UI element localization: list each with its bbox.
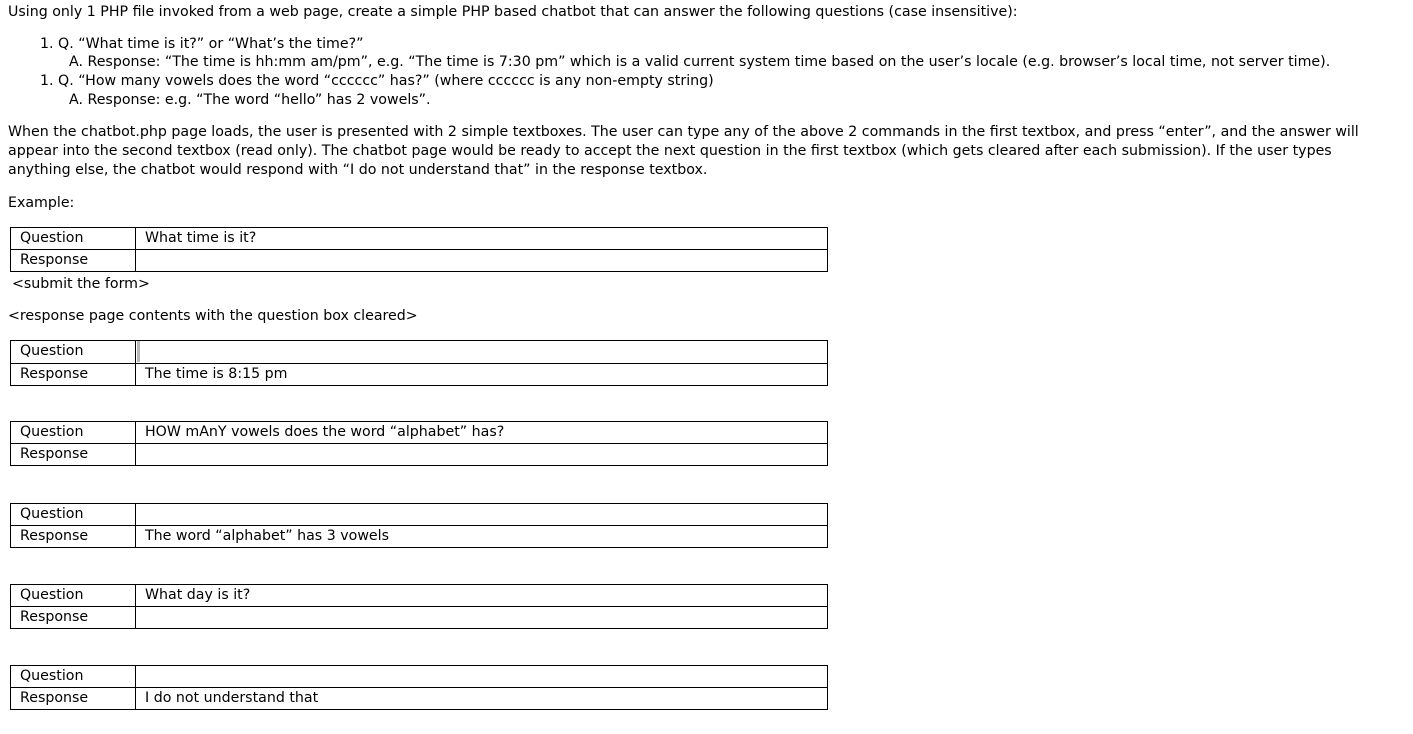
response-label: Response [11, 444, 136, 466]
example-table-2 [10, 340, 828, 386]
submit-note: <submit the form> [12, 276, 150, 292]
example-table-1 [10, 227, 828, 272]
question-label: Question [11, 585, 136, 607]
example-label: Example: [8, 195, 75, 211]
response-field: I do not understand that [136, 688, 828, 710]
response-note: <response page contents with the question box cleared> [8, 308, 418, 324]
question-label: Question [11, 341, 136, 364]
description-line-3: anything else, the chatbot would respond with “I do not understand that” in the response textbox. [8, 162, 708, 178]
example-table-3 [10, 421, 828, 466]
question-field[interactable] [136, 341, 828, 364]
question-label: Question [11, 504, 136, 526]
response-label: Response [11, 250, 136, 272]
description-line-2: appear into the second textbox (read only). The chatbot page would be ready to accept the next question in the first textbox (which gets cleared after each submission). If the user types [8, 143, 1332, 159]
list-item-1-question: 1. Q. “What time is it?” or “What’s the time?” [40, 36, 364, 52]
intro-text: Using only 1 PHP file invoked from a web page, create a simple PHP based chatbot that can answer the following questions (case insensitive): [8, 4, 1018, 20]
response-field [136, 250, 828, 272]
question-label: Question [11, 228, 136, 250]
response-label: Response [11, 526, 136, 548]
response-field: The word “alphabet” has 3 vowels [136, 526, 828, 548]
question-field[interactable]: What day is it? [136, 585, 828, 607]
question-field[interactable] [136, 504, 828, 526]
question-label: Question [11, 422, 136, 444]
example-table-5 [10, 584, 828, 629]
response-field: The time is 8:15 pm [136, 363, 828, 385]
question-label: Question [11, 666, 136, 688]
question-field[interactable]: What time is it? [136, 228, 828, 250]
response-field [136, 444, 828, 466]
question-field[interactable] [136, 666, 828, 688]
example-table-4 [10, 503, 828, 548]
response-label: Response [11, 363, 136, 385]
list-item-2-question: 1. Q. “How many vowels does the word “cccccc” has?” (where cccccc is any non-empty string) [40, 73, 714, 89]
list-item-1-answer: A. Response: “The time is hh:mm am/pm”, e.g. “The time is 7:30 pm” which is a valid current system time based on the user’s locale (e.g. browser’s local time, not server time). [69, 54, 1331, 70]
example-table-6 [10, 665, 828, 710]
response-label: Response [11, 688, 136, 710]
text-cursor [137, 341, 140, 362]
response-label: Response [11, 607, 136, 629]
description-line-1: When the chatbot.php page loads, the user is presented with 2 simple textboxes. The user can type any of the above 2 commands in the first textbox, and press “enter”, and the answer will [8, 124, 1359, 140]
response-field [136, 607, 828, 629]
list-item-2-answer: A. Response: e.g. “The word “hello” has 2 vowels”. [69, 92, 431, 108]
question-field[interactable]: HOW mAnY vowels does the word “alphabet” has? [136, 422, 828, 444]
